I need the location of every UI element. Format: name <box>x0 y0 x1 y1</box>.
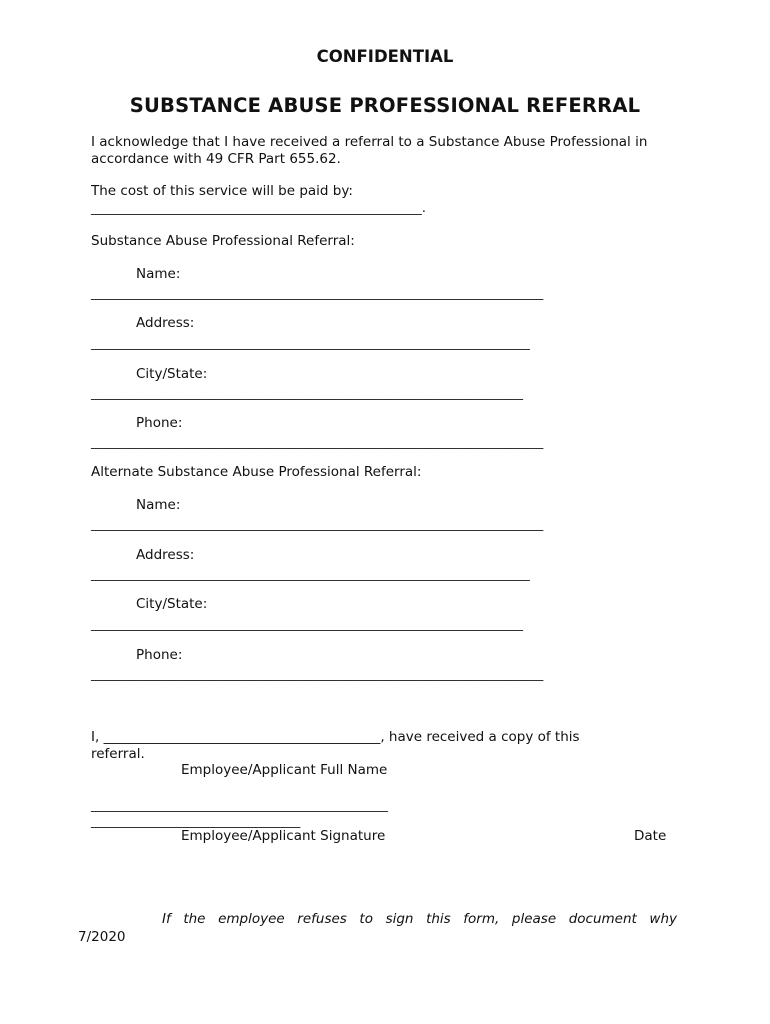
page-title: SUBSTANCE ABUSE PROFESSIONAL REFERRAL <box>129 94 641 117</box>
signature-field[interactable]: ____________________________________________ <box>91 797 388 813</box>
date-field[interactable]: _______________________________ <box>91 813 301 829</box>
alt-phone-field[interactable]: ___________________________________________________________________ <box>91 666 544 682</box>
receipt-line <box>91 729 580 746</box>
cost-label: The cost of this service will be paid by: <box>91 183 353 199</box>
cost-payer-field[interactable]: _________________________________________________. <box>91 200 427 216</box>
alt-sap-referral-heading: Alternate Substance Abuse Professional Referral: <box>91 464 422 480</box>
sap-name-field[interactable]: ___________________________________________________________________ <box>91 285 544 301</box>
alt-name-field[interactable]: ___________________________________________________________________ <box>91 516 544 532</box>
sap-phone-label: Phone: <box>136 415 183 431</box>
sap-name-label: Name: <box>136 266 181 282</box>
sap-address-field[interactable]: _________________________________________________________________ <box>91 335 530 351</box>
receipt-suffix: , have received a copy of this <box>380 729 580 745</box>
revision-date: 7/2020 <box>78 929 126 945</box>
alt-city-label: City/State: <box>136 596 208 612</box>
refusal-note: If the employee refuses to sign this form, please document why <box>162 911 677 927</box>
ack-line-1: I acknowledge that I have received a referral to a Substance Abuse Professional in <box>91 134 648 150</box>
alt-city-field[interactable]: ________________________________________________________________ <box>91 616 523 632</box>
alt-phone-label: Phone: <box>136 647 183 663</box>
full-name-caption: Employee/Applicant Full Name <box>181 762 388 778</box>
sap-referral-heading: Substance Abuse Professional Referral: <box>91 233 355 249</box>
sap-phone-field[interactable]: ___________________________________________________________________ <box>91 434 544 450</box>
alt-address-field[interactable]: _________________________________________________________________ <box>91 566 530 582</box>
confidential-heading: CONFIDENTIAL <box>316 47 454 66</box>
signature-caption: Employee/Applicant Signature <box>181 828 386 844</box>
employee-name-field[interactable]: _________________________________________ <box>103 729 381 745</box>
receipt-prefix: I, <box>91 729 104 745</box>
alt-name-label: Name: <box>136 497 181 513</box>
sap-city-label: City/State: <box>136 366 208 382</box>
sap-address-label: Address: <box>136 315 195 331</box>
date-caption: Date <box>634 828 667 844</box>
receipt-line-2: referral. <box>91 746 145 762</box>
alt-address-label: Address: <box>136 547 195 563</box>
ack-line-2: accordance with 49 CFR Part 655.62. <box>91 151 341 167</box>
sap-city-field[interactable]: ________________________________________________________________ <box>91 385 523 401</box>
